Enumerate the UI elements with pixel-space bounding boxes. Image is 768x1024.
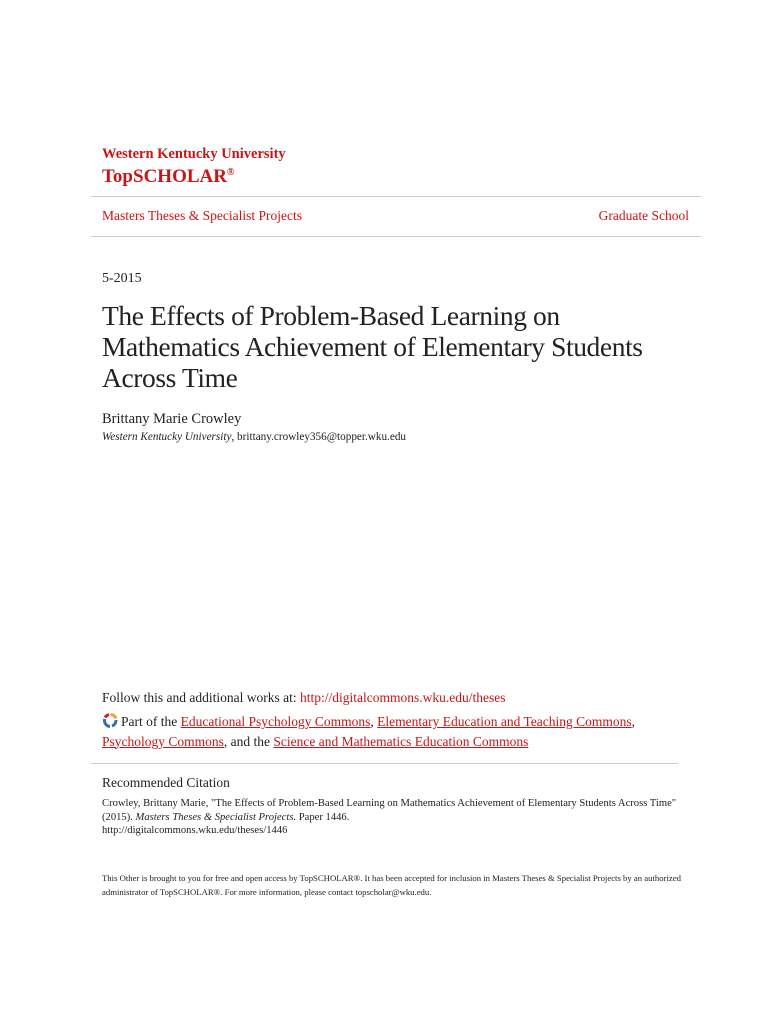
commons-separator-2: , (631, 714, 635, 729)
science-math-education-commons-link[interactable]: Science and Mathematics Education Commons (273, 733, 529, 749)
commons-separator-1: , (370, 714, 378, 729)
repository-brand[interactable] (102, 162, 234, 188)
affiliation-institution: Western Kentucky University (102, 431, 232, 443)
citation-heading: Recommended Citation (102, 775, 230, 790)
top-divider (91, 196, 701, 197)
registered-mark: ® (226, 167, 235, 178)
author-affiliation (102, 430, 406, 445)
author-email: , brittany.crowley356@topper.wku.edu (231, 431, 407, 443)
author-name: Brittany Marie Crowley (102, 411, 242, 427)
citation-year: (2015). (102, 811, 136, 823)
repository-name: TopSCHOLAR (102, 166, 227, 187)
commons-list (102, 712, 702, 751)
access-statement: This Other is brought to you for free and open access by TopSCHOLAR®. It has been accepted for inclusion in Masters Theses & Specialist Projects by an authorized administrator of TopSCHOLAR®. For more information, please contact topscholar@wku.edu. (102, 873, 681, 897)
commons-network-icon (102, 713, 119, 728)
follow-label: Follow this and additional works at: (102, 690, 300, 705)
breadcrumb-department-link[interactable]: Graduate School (598, 208, 689, 223)
publication-date: 5-2015 (102, 271, 142, 286)
citation-line-1: Crowley, Brittany Marie, "The Effects of Problem-Based Learning on Mathematics Achievement of Elementary Students Across Time" (102, 798, 677, 809)
commons-separator-3: , and the (223, 733, 274, 749)
follow-url-link[interactable]: http://digitalcommons.wku.edu/theses (300, 690, 506, 705)
commons-prefix: Part of the (121, 714, 181, 729)
psychology-commons-link[interactable]: Psychology Commons (102, 733, 224, 749)
citation-url[interactable]: http://digitalcommons.wku.edu/theses/1446 (102, 825, 288, 836)
university-name: Western Kentucky University (102, 146, 286, 162)
citation-text (102, 797, 692, 838)
follow-line (102, 689, 505, 707)
breadcrumb-divider (91, 236, 701, 237)
elementary-education-commons-link[interactable]: Elementary Education and Teaching Commons (377, 714, 632, 729)
breadcrumb-collection-link[interactable]: Masters Theses & Specialist Projects (102, 208, 302, 223)
citation-divider (91, 763, 678, 764)
citation-paper-number: Paper 1446. (296, 811, 350, 823)
citation-series: Masters Theses & Specialist Projects. (135, 811, 297, 823)
educational-psychology-commons-link[interactable]: Educational Psychology Commons (180, 714, 371, 729)
document-title: The Effects of Problem-Based Learning on Mathematics Achievement of Elementary Students Across Time (102, 300, 643, 393)
